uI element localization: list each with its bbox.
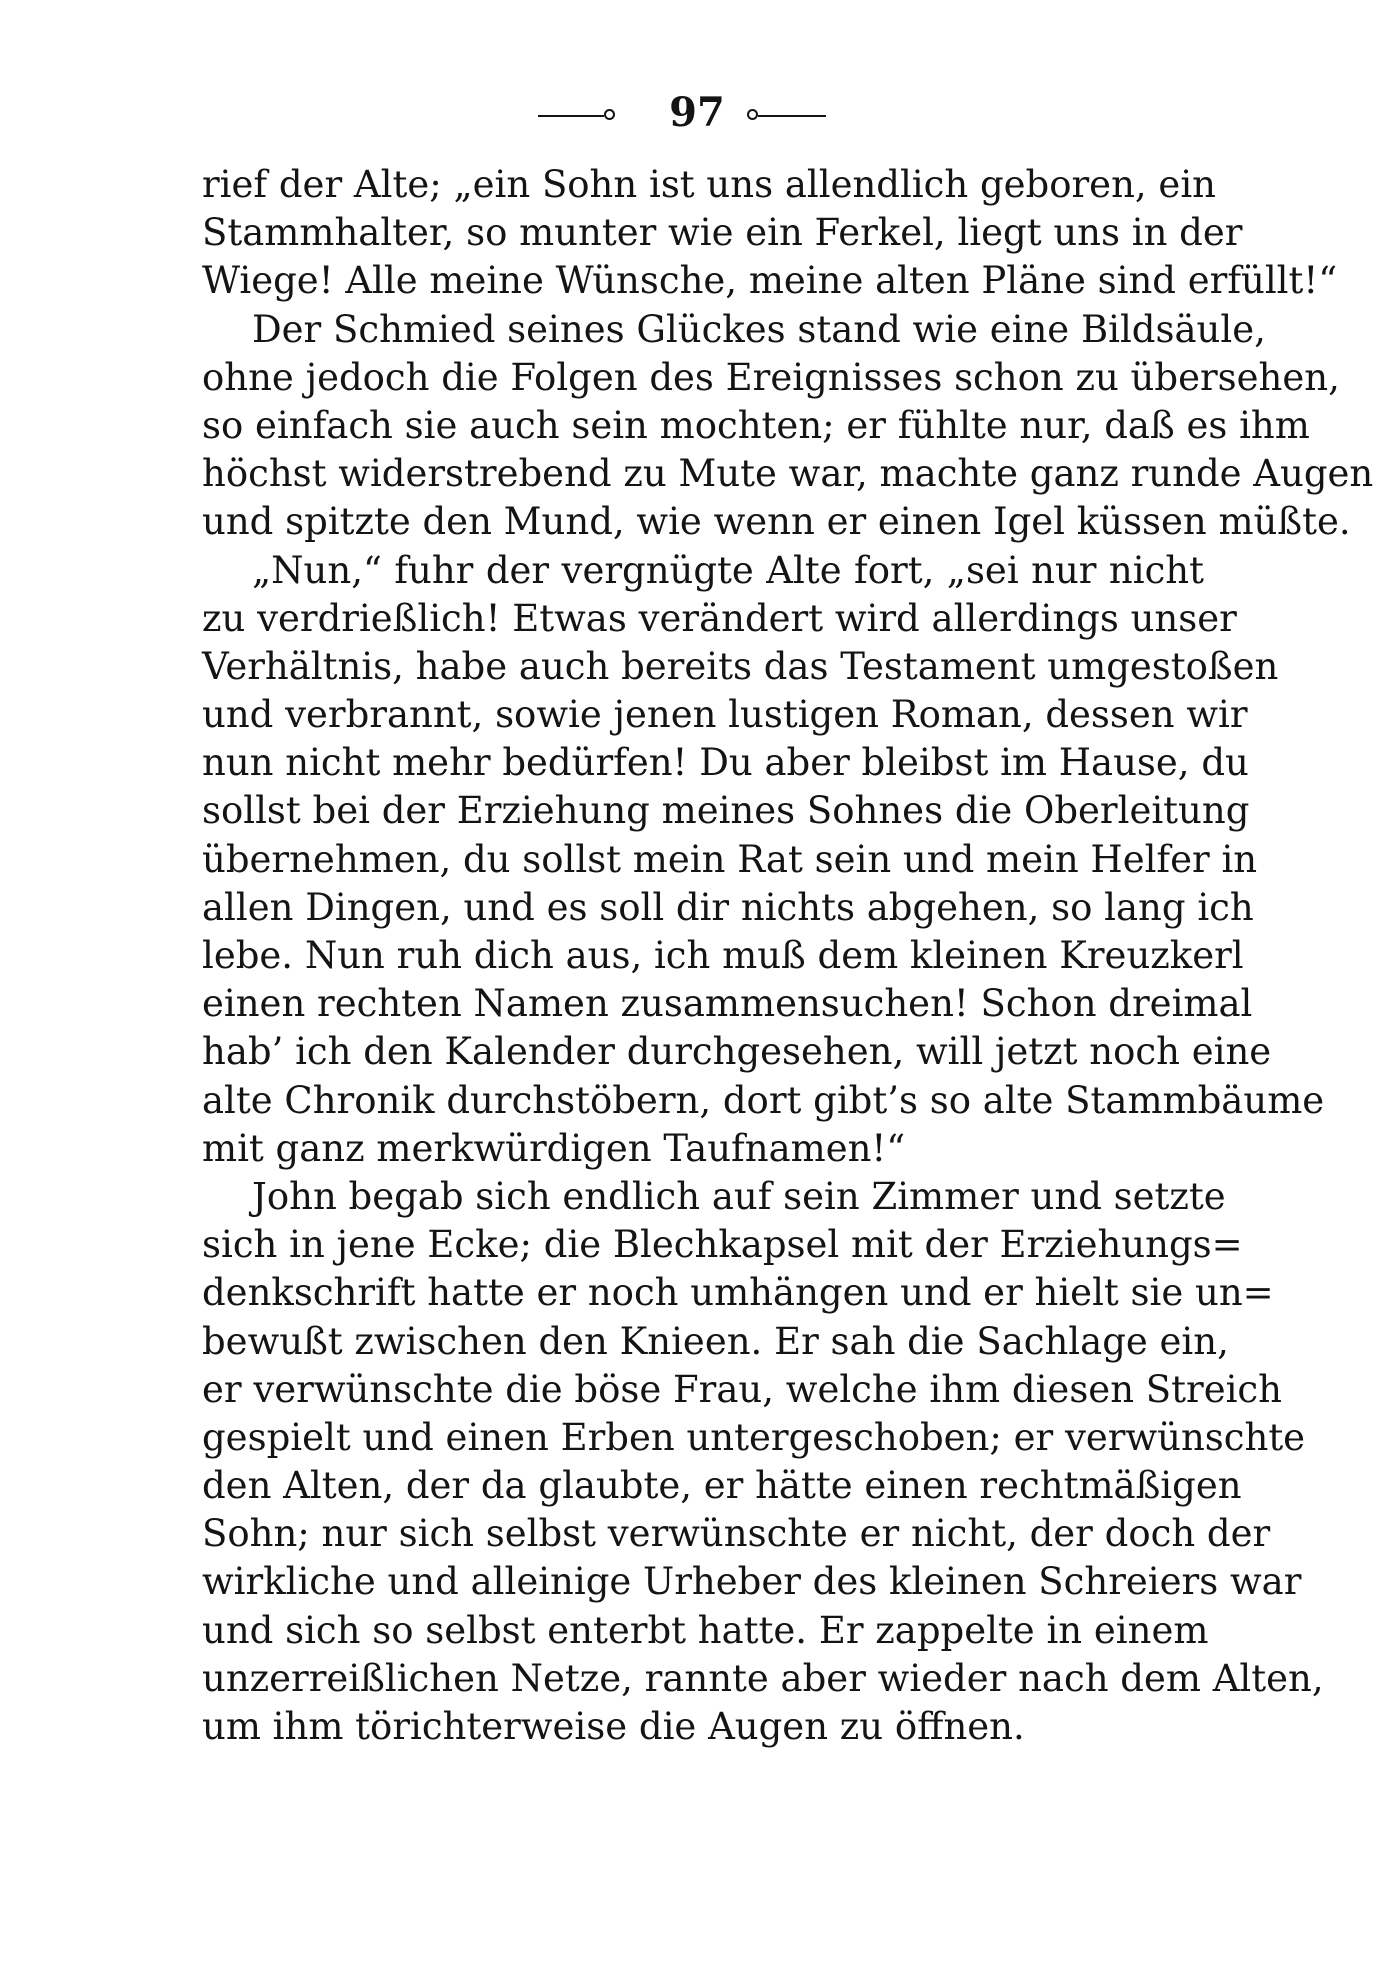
text-line: mit ganz merkwürdigen Taufnamen!“ bbox=[202, 1126, 906, 1170]
text-line: Der Schmied seines Glückes stand wie eine Bildsäule, bbox=[252, 307, 1266, 351]
page-number: 97 bbox=[669, 89, 725, 136]
text-line: Stammhalter, so munter wie ein Ferkel, liegt uns in der bbox=[202, 211, 1243, 255]
text-line: lebe. Nun ruh dich aus, ich muß dem kleinen Kreuzkerl bbox=[202, 934, 1244, 977]
text-line: übernehmen, du sollst mein Rat sein und mein Helfer in bbox=[202, 837, 1258, 881]
text-line: nun nicht mehr bedürfen! Du aber bleibst im Hause, du bbox=[202, 741, 1249, 785]
text-line: unzerreißlichen Netze, rannte aber wieder nach dem Alten, bbox=[202, 1656, 1324, 1700]
text-line: höchst widerstrebend zu Mute war, machte ganz runde Augen bbox=[202, 452, 1374, 496]
text-line: ohne jedoch die Folgen des Ereignisses schon zu übersehen, bbox=[202, 355, 1340, 399]
text-line: hab’ ich den Kalender durchgesehen, will jetzt noch eine bbox=[202, 1030, 1272, 1074]
text-line: Verhältnis, habe auch bereits das Testament umgestoßen bbox=[202, 644, 1279, 688]
text-line: zu verdrießlich! Etwas verändert wird allerdings unser bbox=[202, 596, 1237, 640]
text-line: gespielt und einen Erben untergeschoben; er verwünschte bbox=[202, 1415, 1306, 1459]
header-rule-right bbox=[758, 115, 826, 117]
text-line: sich in jene Ecke; die Blechkapsel mit der Erziehungs= bbox=[202, 1223, 1243, 1267]
text-line: so einfach sie auch sein mochten; er fühlte nur, daß es ihm bbox=[202, 403, 1310, 447]
text-line: und verbrannt, sowie jenen lustigen Roman, dessen wir bbox=[202, 693, 1248, 737]
text-line: bewußt zwischen den Knieen. Er sah die Sachlage ein, bbox=[202, 1319, 1229, 1363]
text-line: „Nun,“ fuhr der vergnügte Alte fort, „sei nur nicht bbox=[252, 548, 1204, 592]
text-line: und sich so selbst enterbt hatte. Er zappelte in einem bbox=[202, 1608, 1209, 1652]
paragraph bbox=[202, 547, 1325, 1173]
text-line: sollst bei der Erziehung meines Sohnes die Oberleitung bbox=[202, 789, 1250, 833]
text-line: einen rechten Namen zusammensuchen! Schon dreimal bbox=[202, 982, 1253, 1026]
text-line: alte Chronik durchstöbern, dort gibt’s so alte Stammbäume bbox=[202, 1078, 1325, 1122]
paragraph bbox=[202, 1173, 1324, 1751]
body-text bbox=[202, 161, 1374, 1751]
text-line: er verwünschte die böse Frau, welche ihm diesen Streich bbox=[202, 1367, 1282, 1411]
text-line: John begab sich endlich auf sein Zimmer und setzte bbox=[252, 1174, 1226, 1218]
text-line: Wiege! Alle meine Wünsche, meine alten Pläne sind erfüllt!“ bbox=[202, 259, 1338, 303]
paragraph bbox=[202, 161, 1338, 306]
text-line: und spitzte den Mund, wie wenn er einen Igel küssen müßte. bbox=[202, 500, 1351, 544]
paragraph bbox=[202, 306, 1374, 547]
header-ornament-right-icon bbox=[747, 109, 758, 120]
text-line: wirkliche und alleinige Urheber des kleinen Schreiers war bbox=[202, 1560, 1302, 1604]
text-line: um ihm törichterweise die Augen zu öffnen. bbox=[202, 1705, 1025, 1748]
page-header bbox=[0, 88, 1394, 138]
text-line: allen Dingen, und es soll dir nichts abgehen, so lang ich bbox=[202, 885, 1254, 929]
text-line: rief der Alte; „ein Sohn ist uns allendlich geboren, ein bbox=[202, 163, 1216, 206]
text-line: Sohn; nur sich selbst verwünschte er nicht, der doch der bbox=[202, 1512, 1271, 1556]
text-line: denkschrift hatte er noch umhängen und er hielt sie un= bbox=[202, 1271, 1274, 1315]
text-line: den Alten, der da glaubte, er hätte einen rechtmäßigen bbox=[202, 1464, 1242, 1508]
